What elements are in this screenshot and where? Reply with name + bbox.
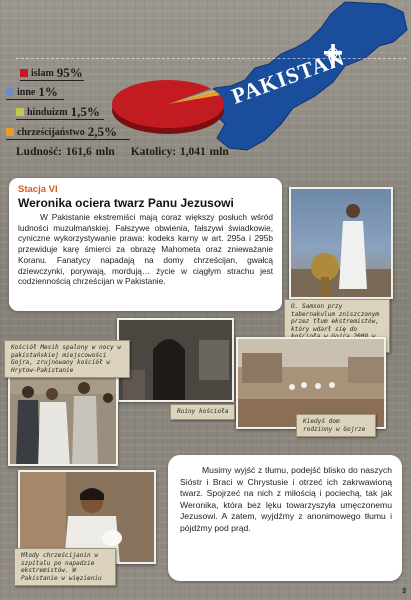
station-card — [9, 178, 282, 311]
photo-priest-tabernacle — [289, 187, 393, 299]
caption-family-home: Kiedyś dom rodzinny w Gojrze — [296, 414, 376, 437]
underline — [20, 80, 84, 81]
photo-burned-church — [117, 318, 234, 402]
population-label: Ludność: 161,6 mln — [16, 146, 115, 158]
closing-card — [168, 455, 402, 581]
station-label: Stacja VI — [18, 184, 58, 195]
divider — [16, 58, 406, 59]
underline — [16, 119, 104, 120]
caption-church-gojra: Kościół Mesih spalony w nocy w pakistańskiej miejscowości Gojra, zrujnowany kościół w Hrytow-Pakistanie — [4, 340, 130, 378]
stat-inne: inne 1% — [6, 84, 58, 100]
station-text: W Pakistanie ekstremiści mają coraz większy posłuch wśród ludności muzułmańskiej. Fałszywe obwienia, fałszywi świadkowie, cyniczne wykorzystywanie prawa: kodeks karny w art. 295a i 295b przewiduje karę śmierci za obrazę Mahometa oraz znieważanie Koranu. Fanatycy napadają na domy chrześcijan, gwałcą dziewczynki, porywają, mordują… życie w ciągłym strachu jest codziennością chrześcijan w Pakistanie. — [18, 212, 273, 287]
stat-islam: islam 95% — [20, 65, 83, 81]
caption-priest: O. Samson przy tabernakulum zniszczonym przez tłum ekstremistów, który wdarł się do — [284, 299, 390, 353]
stat-chrzescijanstwo: chrześcijaństwo 2,5% — [6, 124, 117, 140]
swatch — [6, 88, 14, 96]
caption-young-man: Młody chrześcijanin w szpitalu po napadzie ekstremistów. W Pakistanie w więzieniu — [14, 548, 116, 586]
catholics-label: Katolicy: 1,041 mln — [130, 146, 229, 158]
swatch — [6, 128, 14, 136]
caption-ruins: Ruiny kościoła — [170, 404, 235, 420]
stat-hinduizm: hinduizm 1,5% — [16, 104, 100, 120]
swatch — [20, 69, 28, 77]
station-title: Weronika ociera twarz Panu Jezusowi — [18, 196, 234, 210]
country-name: PAKISTAN — [228, 44, 348, 109]
page-number: 3 — [402, 588, 406, 595]
underline — [6, 99, 64, 100]
religion-pie-chart — [108, 70, 228, 140]
closing-text: Musimy wyjść z tłumu, podejść blisko do naszych Sióstr i Braci w Chrystusie i otrzeć ich zakrwawioną twarz. Spojrzeć na nich z miłością i pociechą, tak jak Weronika, która bez lęku towarzyszyła umęczonemu Jezusowi. A zatem, wyjdźmy z anonimowego tłumu i pójdźmy pod prąd. — [180, 465, 392, 533]
population-line — [16, 146, 241, 158]
swatch — [16, 108, 24, 116]
